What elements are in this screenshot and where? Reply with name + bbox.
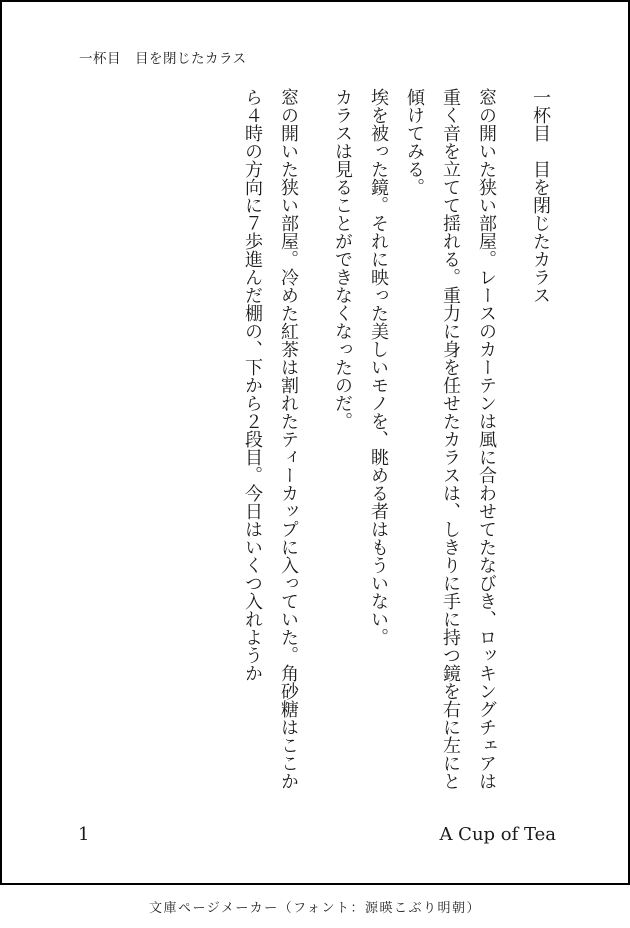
paragraph-4: 窓の開いた狭い部屋。冷めた紅茶は割れたティーカップに入っていた。角砂糖はここから４時の方向に７歩進んだ棚の、下から２段目。今日はいくつ入れようか	[242, 88, 299, 790]
running-header: 一杯目 目を閉じたカラス	[79, 51, 247, 67]
page-number: 1	[78, 824, 90, 845]
blank-line	[306, 88, 324, 794]
chapter-title-line: 一杯目 目を閉じたカラス	[530, 88, 551, 304]
body-text	[234, 88, 558, 794]
paragraph-2: 埃を被った鏡。それに映った美しいモノを、眺める者はもういない。	[368, 88, 389, 646]
paragraph-3: カラスは見ることができなくなったのだ。	[332, 88, 353, 430]
blank-line	[504, 88, 522, 794]
paragraph-1: 窓の開いた狭い部屋。レースのカーテンは風に合わせてたなびき、ロッキングチェアは重く音を立てて揺れる。重力に身を任せたカラスは、しきりに手に持つ鏡を右に左にと傾けてみる。	[404, 88, 497, 790]
app-credit: 文庫ページメーカー（フォント：源暎こぶり明朝）	[0, 885, 630, 928]
book-title: A Cup of Tea	[439, 824, 556, 845]
